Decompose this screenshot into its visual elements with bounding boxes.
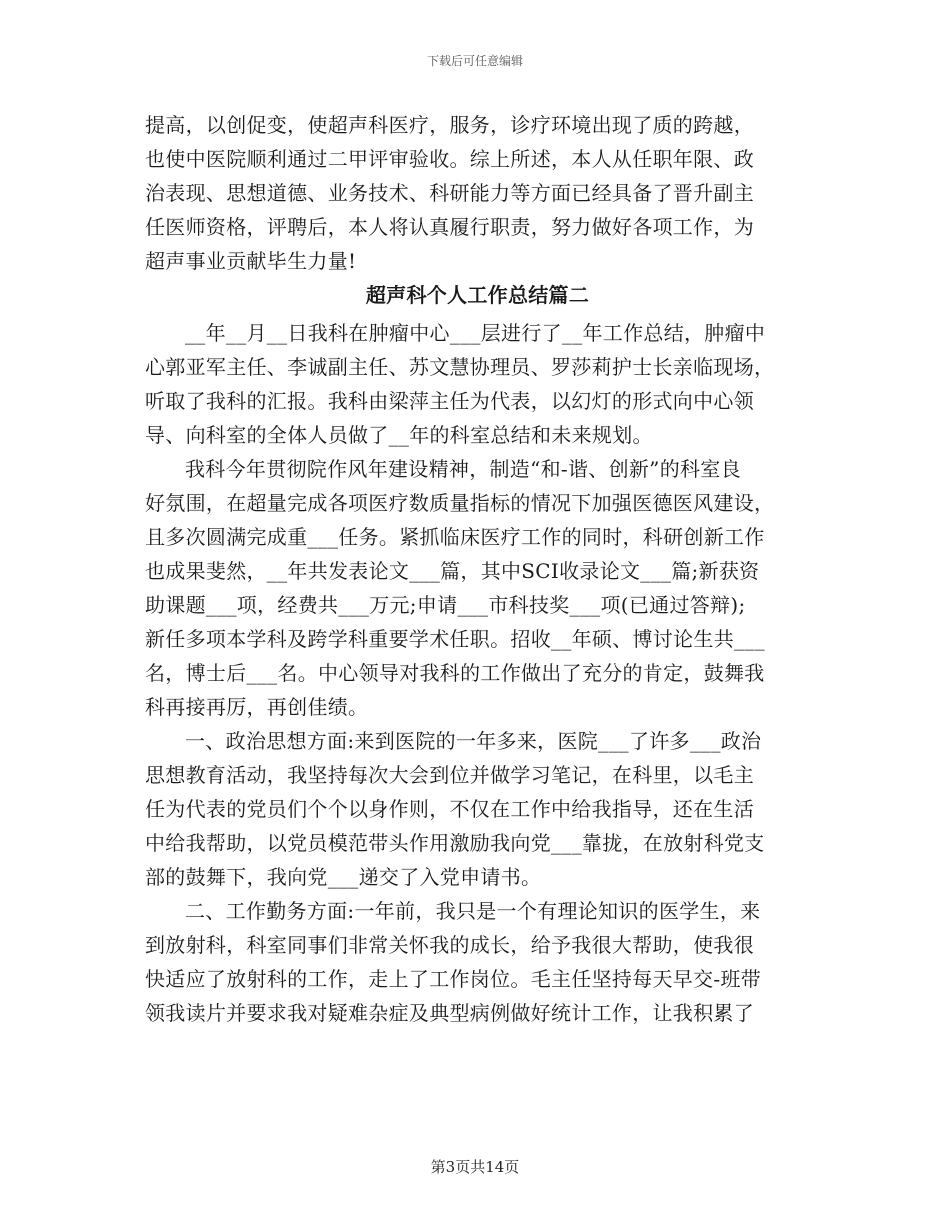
- text-line: 名，博士后___名。中心领导对我科的工作做出了充分的肯定，鼓舞我: [145, 661, 765, 685]
- text-line: 导、向科室的全体人员做了__年的科室总结和未来规划。: [145, 423, 653, 447]
- text-line: 也成果斐然，__年共发表论文___篇，其中SCI收录论文___篇;新获资: [145, 559, 760, 583]
- text-line: 我科今年贯彻院作风年建设精神，制造“和-谐、创新”的科室良: [185, 457, 741, 481]
- text-line: 科再接再厉，再创佳绩。: [145, 695, 369, 719]
- text-line: 好氛围，在超量完成各项医疗数质量指标的情况下加强医德医风建设，: [145, 491, 775, 515]
- text-line: 一、政治思想方面:来到医院的一年多来，医院___了许多___政治: [185, 729, 762, 753]
- text-line: 领我读片并要求我对疑难杂症及典型病例做好统计工作，让我积累了: [145, 1001, 754, 1025]
- text-line: 超声事业贡献毕生力量!: [145, 249, 357, 273]
- text-line: 任为代表的党员们个个以身作则，不仅在工作中给我指导，还在生活: [145, 797, 754, 821]
- text-line: 二、工作勤务方面:一年前，我只是一个有理论知识的医学生，来: [185, 899, 761, 923]
- text-line: 也使中医院顺利通过二甲评审验收。综上所述，本人从任职年限、政: [145, 147, 754, 171]
- text-line: 中给我帮助，以党员模范带头作用激励我向党___靠拢，在放射科党支: [145, 831, 765, 855]
- text-line: 思想教育活动，我坚持每次大会到位并做学习笔记，在科里，以毛主: [145, 763, 754, 787]
- text-line: 助课题___项，经费共___万元;申请___市科技奖___项(已通过答辩);: [145, 593, 746, 617]
- text-line: 到放射科，科室同事们非常关怀我的成长，给予我很大帮助，使我很: [145, 933, 754, 957]
- page-header: 下载后可任意编辑: [426, 54, 523, 68]
- text-line: 听取了我科的汇报。我科由梁萍主任为代表，以幻灯的形式向中心领: [145, 389, 754, 413]
- section-title: 超声科个人工作总结篇二: [365, 283, 590, 307]
- text-line: 快适应了放射科的工作，走上了工作岗位。毛主任坚持每天早交-班带: [145, 967, 762, 991]
- text-line: __年__月__日我科在肿瘤中心___层进行了__年工作总结，肿瘤中: [185, 321, 766, 345]
- document-body: [145, 108, 810, 1030]
- text-line: 部的鼓舞下，我向党___递交了入党申请书。: [145, 865, 542, 889]
- text-line: 心郭亚军主任、李诚副主任、苏文慧协理员、罗莎莉护士长亲临现场，: [145, 355, 775, 379]
- text-line: 提高，以创促变，使超声科医疗，服务，诊疗环境出现了质的跨越，: [145, 113, 754, 137]
- text-line: 新任多项本学科及跨学科重要学术任职。招收__年硕、博讨论生共___: [145, 627, 765, 651]
- page-footer: 第3页共14页: [430, 1158, 520, 1176]
- text-line: 任医师资格，评聘后，本人将认真履行职责，努力做好各项工作，为: [145, 215, 754, 239]
- text-line: 且多次圆满完成重___任务。紧抓临床医疗工作的同时，科研创新工作: [145, 525, 765, 549]
- text-line: 治表现、思想道德、业务技术、科研能力等方面已经具备了晋升副主: [145, 181, 754, 205]
